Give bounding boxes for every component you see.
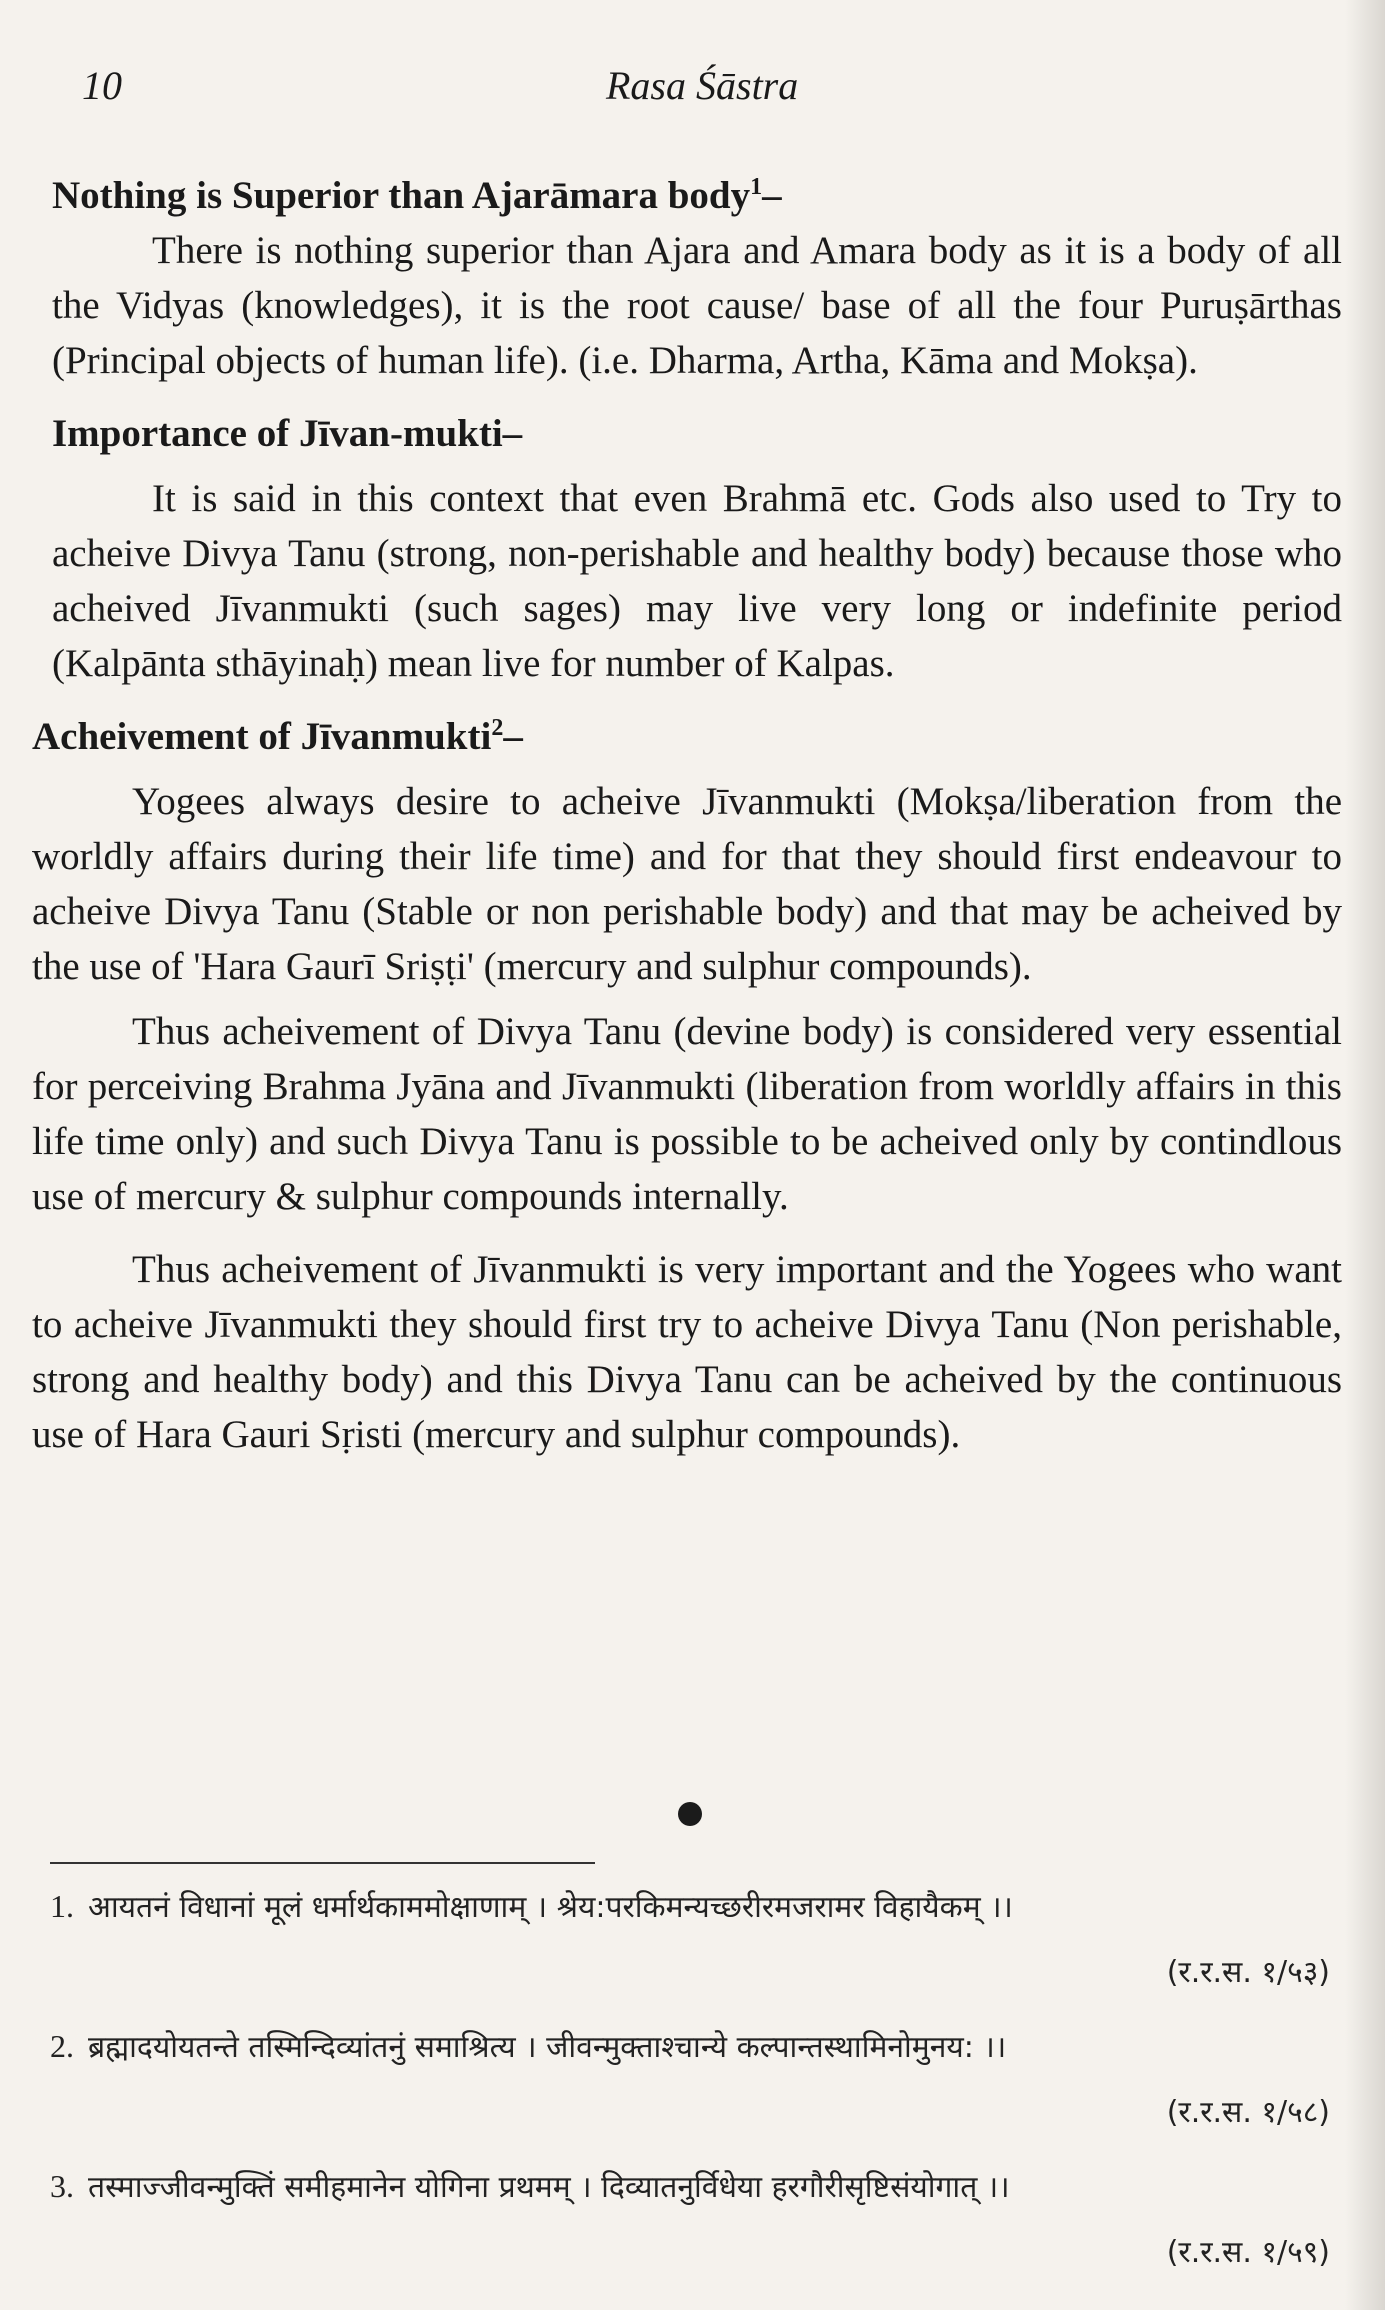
running-title: Rasa Śāstra [606,63,799,108]
paragraph: Thus acheivement of Jīvanmukti is very important and the Yogees who want to acheive Jīvanmukti they should first try to acheive Divya Tanu (Non perishable, strong and healthy body) and this Divya Tanu can be acheived by the continuous use of Hara Gauri Sṛisti (mercury and sulphur compounds). [32,1248,1342,1456]
footnote-text: ब्रह्मादयोयतन्ते तस्मिन्दिव्यांतनुं समाश्रित्य । जीवन्मुक्ताश्चान्ये कल्पान्तस्थामिनोमुनय: ।। [88,2030,1007,2065]
footnote-text: आयतनं विधानां मूलं धर्मार्थकाममोक्षाणाम् । श्रेय:परकिमन्यच्छरीरमजरामर विहायैकम् ।। [88,1890,1013,1925]
footnote-text: तस्माज्जीवन्मुक्तिं समीहमानेन योगिना प्रथमम् । दिव्यातनुर्विधेया हरगौरीसृष्टिसंयोगात् ।। [88,2170,1010,2205]
section-heading-acheivement: Acheivement of Jīvanmukti$^2$– [32,715,523,758]
page-edge-shadow [1345,0,1385,2310]
page-body [32,160,1342,1462]
footnote [50,2155,1340,2295]
footnote-number: 3. [50,2168,74,2204]
section-end-ornament [678,1802,702,1826]
section-heading-ajaramara: Nothing is Superior than Ajarāmara body$^1$– [52,174,782,217]
footnote [50,2015,1340,2155]
paragraph: Thus acheivement of Divya Tanu (devine body) is considered very essential for perceiving Brahma Jyāna and Jīvanmukti (liberation from worldly affairs in this life time only) and such Divya Tanu is possible to be acheived only by contindlous use of mercury & sulphur compounds internally. [32,1010,1342,1218]
paragraph: It is said in this context that even Brahmā etc. Gods also used to Try to acheive Divya Tanu (strong, non-perishable and healthy body) because those who acheived Jīvanmukti (such sages) may live very long or indefinite period (Kalpānta sthāyinaḥ) mean live for number of Kalpas. [52,477,1342,685]
footnote-number: 1. [50,1888,74,1924]
paragraph: There is nothing superior than Ajara and Amara body as it is a body of all the Vidyas (knowledges), it is the root cause/ base of all the four Puruṣārthas (Principal objects of human life). (i.e. Dharma, Artha, Kāma and Mokṣa). [52,229,1342,382]
footnotes [50,1875,1340,2295]
paragraph: Yogees always desire to acheive Jīvanmukti (Mokṣa/liberation from the worldly affairs during their life time) and for that they should first endeavour to acheive Divya Tanu (Stable or non perishable body) and that may be acheived by the use of 'Hara Gaurī Sriṣṭi' (mercury and sulphur compounds). [32,780,1342,988]
footnote-number: 2. [50,2028,74,2064]
footnote-reference: (र.र.स. १/५८) [1166,2095,1330,2130]
section-heading-jivan-mukti: Importance of Jīvan-mukti– [52,412,523,455]
page-number: 10 [82,63,122,108]
page-header [78,62,1338,122]
footnote-reference: (र.र.स. १/५३) [1166,1955,1330,1990]
footnote [50,1875,1340,2015]
footnote-reference: (र.र.स. १/५९) [1166,2235,1330,2270]
footnote-rule [50,1862,595,1864]
